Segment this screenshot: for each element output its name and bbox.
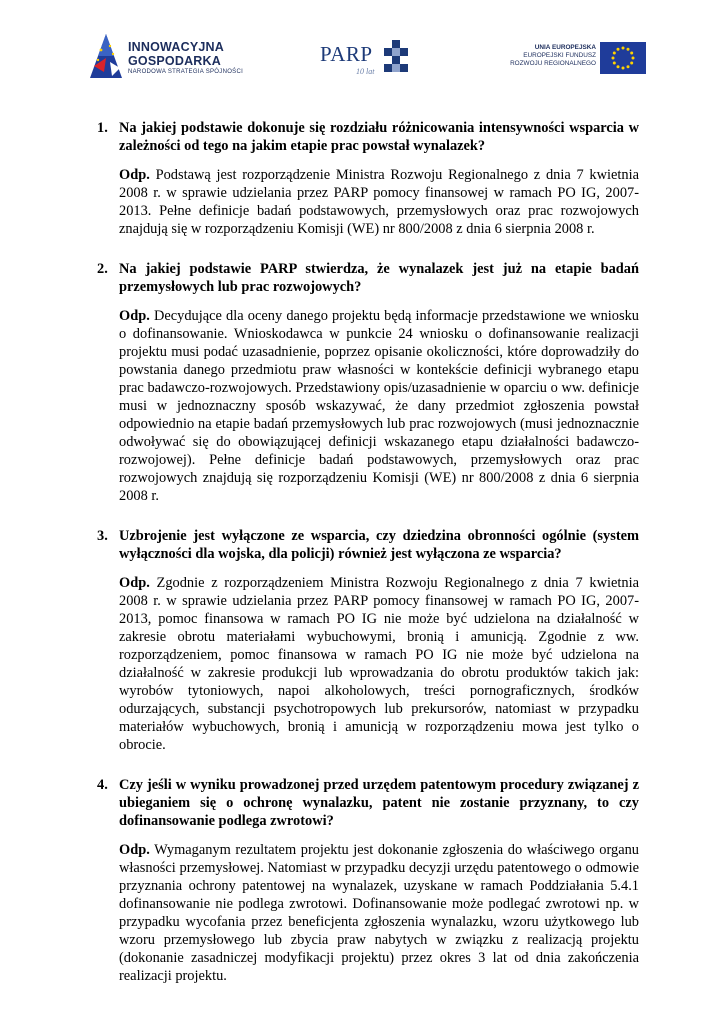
faq-content xyxy=(97,119,639,985)
answer xyxy=(119,166,639,238)
parp-logo-sub: 10 lat xyxy=(356,67,375,76)
ig-logo-line3: NARODOWA STRATEGIA SPÓJNOŚCI xyxy=(128,69,244,75)
answer-text: Zgodnie z rozporządzeniem Ministra Rozwoju Regionalnego z dnia 7 kwietnia 2008 r. w sprawie udzielania przez PARP pomocy finansowej w ramach PO IG, 2007-2013, pomoc finansowa w ramach PO IG nie może być udzielona na działalność w zakresie obrotu materiałami wybuchowymi, bronią i amunicją. Zgodnie z ww. rozporządzeniem, pomoc finansowa w ramach PO IG nie może być udzielona na działalność w zakresie produkcji lub wprowadzania do obrotu produktów takich jak: wyrobów tytoniowych, napoi alkoholowych, treści pornograficznych, środków odurzających, substancji psychotropowych lub prekursorów, natomiast w przypadku materiałów wybuchowych, bronią i amunicją w rozporządzeniu mowa jest tylko o obrocie. xyxy=(119,575,639,753)
question-text: Czy jeśli w wyniku prowadzonej przed urzędem patentowym procedury związanej z ubieganiem się o ochronę wynalazku, patent nie zostanie przyznany, to czy dofinansowanie podlega zwrotowi? xyxy=(119,777,639,829)
ig-emblem-icon xyxy=(88,32,124,80)
question-title xyxy=(97,119,639,155)
page-header xyxy=(0,0,725,100)
answer-text: Podstawą jest rozporządzenie Ministra Rozwoju Regionalnego z dnia 7 kwietnia 2008 r. w sprawie udzielania przez PARP pomocy finansowej w ramach PO IG, 2007-2013. Pełne definicje badań podstawowych, przemysłowych oraz prac rozwojowych znajdują się w rozporządzeniu Komisji (WE) nr 800/2008 z dnia 6 sierpnia 2008 r. xyxy=(119,167,639,237)
question-title xyxy=(97,260,639,296)
ig-logo-line2: GOSPODARKA xyxy=(128,54,221,68)
question-3 xyxy=(97,527,639,754)
question-title xyxy=(97,527,639,563)
answer-label: Odp. xyxy=(119,575,150,591)
eu-logo-line1: UNIA EUROPEJSKA xyxy=(534,44,596,51)
eu-logo xyxy=(500,42,648,76)
ig-logo-line1: INNOWACYJNA xyxy=(128,40,224,54)
question-number: 2. xyxy=(97,261,108,277)
answer-label: Odp. xyxy=(119,167,150,183)
question-title xyxy=(97,776,639,830)
question-1 xyxy=(97,119,639,238)
eu-flag-icon xyxy=(600,42,646,74)
parp-mark-icon xyxy=(382,40,410,74)
question-2 xyxy=(97,260,639,505)
question-text: Na jakiej podstawie dokonuje się rozdziału różnicowania intensywności wsparcia w zależności od tego na jakim etapie prac powstał wynalazek? xyxy=(119,120,639,154)
answer xyxy=(119,841,639,985)
innowacyjna-gospodarka-logo xyxy=(88,32,248,82)
eu-logo-line2: EUROPEJSKI FUNDUSZ xyxy=(523,52,596,59)
question-number: 3. xyxy=(97,528,108,544)
question-4 xyxy=(97,776,639,985)
question-text: Uzbrojenie jest wyłączone ze wsparcia, czy dziedzina obronności ogólnie (system wyłączności dla wojska, dla policji) również jest wyłączona ze wsparcia? xyxy=(119,528,639,562)
question-number: 1. xyxy=(97,120,108,136)
answer xyxy=(119,307,639,505)
question-text: Na jakiej podstawie PARP stwierdza, że wynalazek jest już na etapie badań przemysłowych lub prac rozwojowych? xyxy=(119,261,639,295)
answer-text: Wymaganym rezultatem projektu jest dokonanie zgłoszenia do właściwego organu własności przemysłowej. Natomiast w przypadku decyzji urzędu patentowego o odmowie przyznania ochrony patentowej na wynalazek, uzyskane w ramach Poddziałania 5.4.1 dofinansowanie nie podlega zwrotowi. Dofinansowanie może podlegać zwrotowi np. w przypadku wycofania przez beneficjenta zgłoszenia wynalazku, wzoru użytkowego lub wzoru przemysłowego lub zbycia praw nabytych w związku z realizacją projektu (dokonanie zasadniczej modyfikacji projektu) przez okres 3 lat od dnia zakończenia realizacji projektu. xyxy=(119,842,639,984)
parp-logo-name: PARP xyxy=(320,42,373,66)
answer-label: Odp. xyxy=(119,842,150,858)
eu-logo-line3: ROZWOJU REGIONALNEGO xyxy=(510,60,596,67)
question-number: 4. xyxy=(97,777,108,793)
answer-text: Decydujące dla oceny danego projektu będą informacje przedstawione we wniosku o dofinansowanie. Wnioskodawca w punkcie 24 wniosku o dofinansowanie realizacji projektu musi podać uzasadnienie, poprzez opisanie okoliczności, które doprowadziły do powstania danego przedmiotu praw własności w kontekście definicji wybranego etapu prac badawczo-rozwojowych. Przedstawiony opis/uzasadnienie w oparciu o ww. definicje musi w jednoznaczny sposób wskazywać, że dany przedmiot zgłoszenia powstał odpowiednio na etapie badań przemysłowych lub prac rozwojowych (musi jednoznacznie odwoływać się do obowiązującej definicji wskazanego etapu działalności badawczo-rozwojowej). Pełne definicje badań podstawowych, przemysłowych oraz prac rozwojowych znajdują się rozporządzeniu Komisji (WE) nr 800/2008 z dnia 6 sierpnia 2008 r. xyxy=(119,308,639,504)
answer-label: Odp. xyxy=(119,308,150,324)
answer xyxy=(119,574,639,754)
parp-logo xyxy=(320,40,415,80)
